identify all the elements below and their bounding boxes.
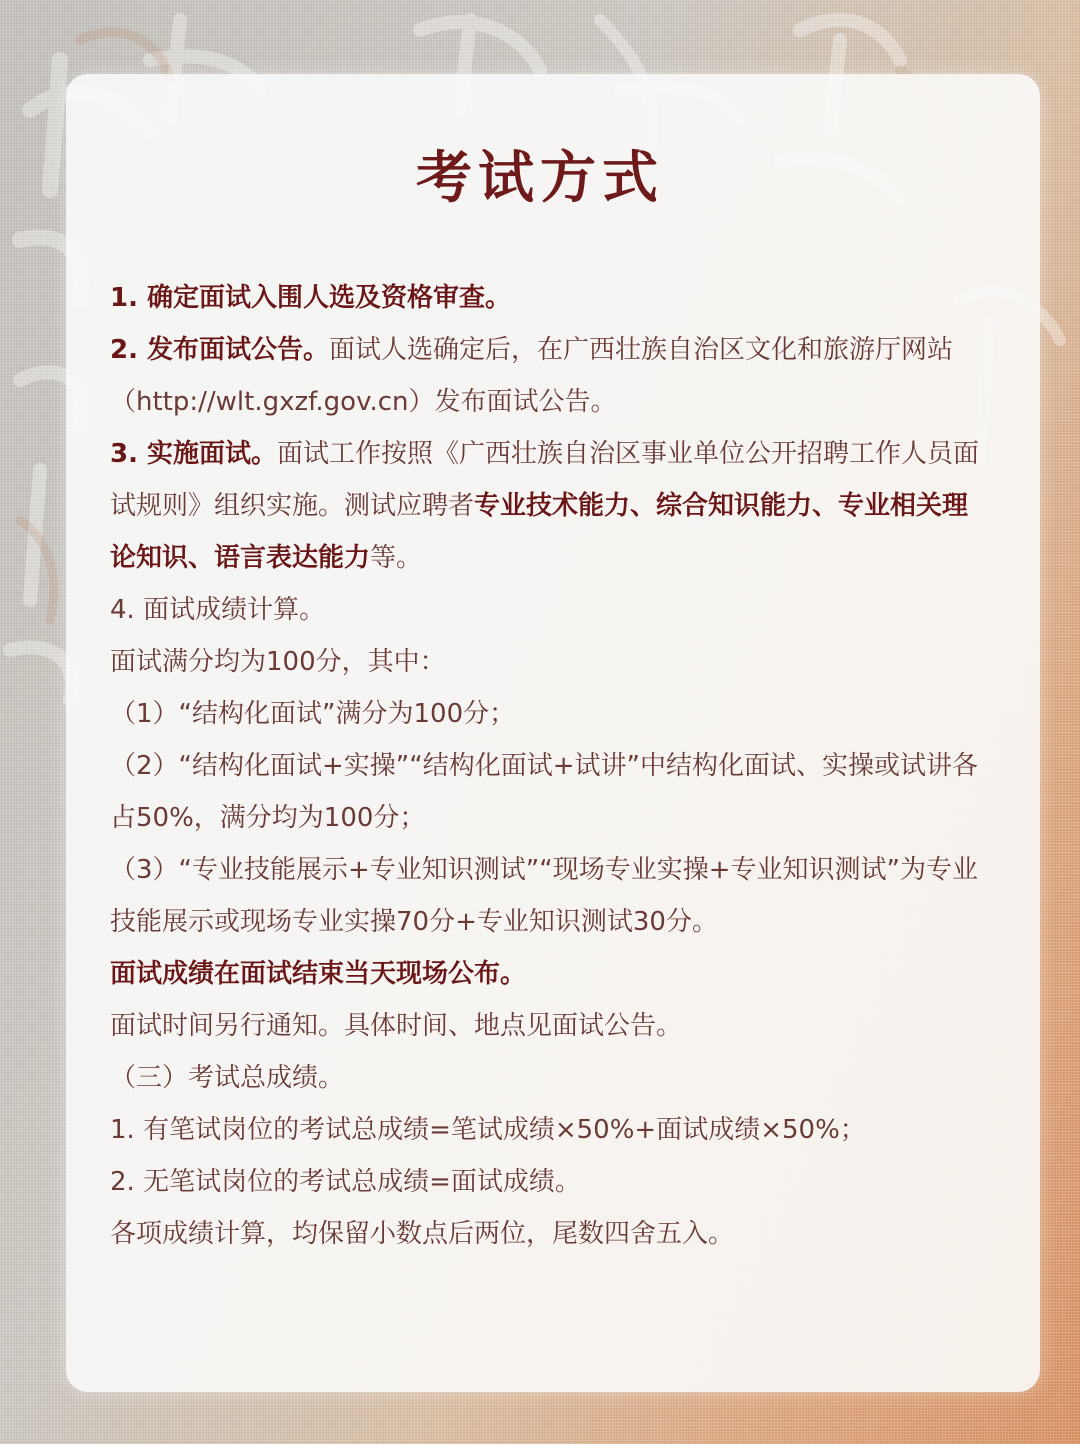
item-3-tail: 等。 [370, 543, 423, 573]
content-body [110, 272, 980, 1260]
item-1 [110, 272, 980, 324]
score-rule-3: （3）“专业技能展示+专业知识测试”“现场专业实操+专业知识测试”为专业技能展示或现场专业实操70分+专业知识测试30分。 [110, 855, 978, 937]
item-3 [110, 428, 980, 584]
rounding-note: 各项成绩计算，均保留小数点后两位，尾数四舍五入。 [110, 1219, 735, 1249]
total-score-rule-2: 2. 无笔试岗位的考试总成绩=面试成绩。 [110, 1167, 581, 1197]
score-announcement-text: 面试成绩在面试结束当天现场公布。 [110, 959, 527, 989]
score-intro: 面试满分均为100分，其中： [110, 647, 446, 677]
interview-time-note: 面试时间另行通知。具体时间、地点见面试公告。 [110, 1011, 683, 1041]
item-1-heading: 1. 确定面试入围人选及资格审查。 [110, 283, 512, 313]
section-3-heading: （三）考试总成绩。 [110, 1063, 345, 1093]
score-rule-2: （2）“结构化面试+实操”“结构化面试+试讲”中结构化面试、实操或试讲各占50%，满分均为100分； [110, 751, 978, 833]
item-2-heading: 2. 发布面试公告。 [110, 335, 330, 365]
item-3-text: 面试工作按照《广西壮族自治区事业单位公开招聘工作人员面试规则》组织实施。测试应聘者 [110, 439, 980, 521]
total-score-rule-1: 1. 有笔试岗位的考试总成绩=笔试成绩×50%+面试成绩×50%； [110, 1115, 866, 1145]
item-2 [110, 324, 980, 428]
item-2-text: 面试人选确定后，在广西壮族自治区文化和旅游厅网站（http://wlt.gxzf.gov.cn）发布面试公告。 [110, 335, 954, 417]
item-3-emphasis: 专业技术能力、综合知识能力、专业相关理论知识、语言表达能力 [110, 491, 969, 573]
item-3-heading: 3. 实施面试。 [110, 439, 278, 469]
score-announcement [110, 948, 980, 1000]
item-4: 4. 面试成绩计算。 [110, 595, 326, 625]
score-rule-1: （1）“结构化面试”满分为100分； [110, 699, 516, 729]
page-title: 考试方式 [416, 145, 664, 211]
